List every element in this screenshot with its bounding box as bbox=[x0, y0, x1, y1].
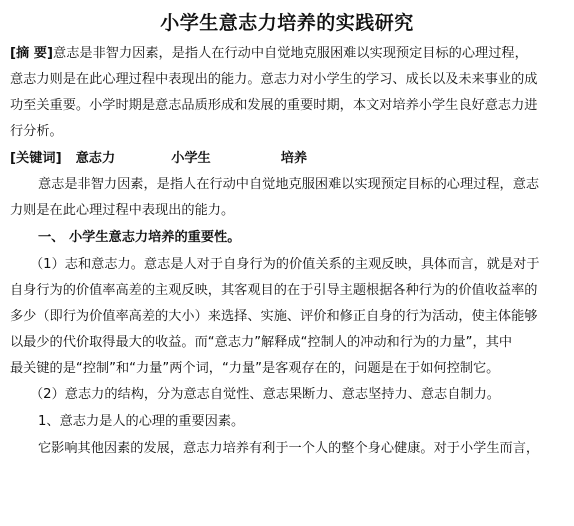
document-title: 小学生意志力培养的实践研究 bbox=[160, 12, 414, 34]
abstract-line-2: 意志力则是在此心理过程中表现出的能力。意志力对小学生的学习、成长以及未来事业的成 bbox=[10, 72, 538, 87]
para2-line: （2）意志力的结构，分为意志自觉性、意志果断力、意志坚持力、意志自制力。 bbox=[30, 387, 500, 402]
abstract-text-1: 意志是非智力因素，是指人在行动中自觉地克服困难以实现预定目标的心理过程， bbox=[53, 46, 528, 61]
intro-line-2: 力则是在此心理过程中表现出的能力。 bbox=[10, 203, 235, 218]
para3-line: 1、意志力是人的心理的重要因素。 bbox=[38, 414, 245, 429]
keywords-label: [关键词] bbox=[10, 151, 62, 166]
para1-line-1: （1）志和意志力。意志是人对于自身行为的价值关系的主观反映，具体而言，就是对于 bbox=[30, 257, 540, 272]
abstract-line-3: 功至关重要。小学时期是意志品质形成和发展的重要时期，本文对培养小学生良好意志力进 bbox=[10, 98, 538, 113]
para4-partial-line: 它影响其他因素的发展，意志力培养有利于一个人的整个身心健康。对于小学生而言， bbox=[38, 441, 540, 456]
para1-line-3: 多少（即行为价值率高差的大小）来选择、实施、评价和修正自身的行为活动，使主体能够 bbox=[10, 309, 538, 324]
keywords-line bbox=[10, 150, 307, 168]
abstract-line-1 bbox=[10, 45, 528, 63]
abstract-label: [摘 要] bbox=[10, 46, 54, 61]
para1-line-4: 以最少的代价取得最大的收益。而“意志力”解释成“控制人的冲动和行为的力量”，其中 bbox=[10, 335, 513, 350]
abstract-line-4: 行分析。 bbox=[10, 124, 63, 139]
keyword-3: 培养 bbox=[280, 151, 308, 166]
keyword-2: 小学生 bbox=[171, 151, 211, 166]
para1-line-5: 最关键的是“控制”和“力量”两个词，“力量”是客观存在的，问题是在于如何控制它。 bbox=[10, 361, 500, 376]
para1-line-2: 自身行为的价值率高差的主观反映，其客观目的在于引导主题根据各种行为的价值收益率的 bbox=[10, 283, 538, 298]
section-1-heading: 一、 小学生意志力培养的重要性。 bbox=[38, 230, 241, 245]
keyword-1: 意志力 bbox=[75, 151, 116, 166]
intro-line-1: 意志是非智力因素，是指人在行动中自觉地克服困难以实现预定目标的心理过程，意志 bbox=[38, 177, 540, 192]
